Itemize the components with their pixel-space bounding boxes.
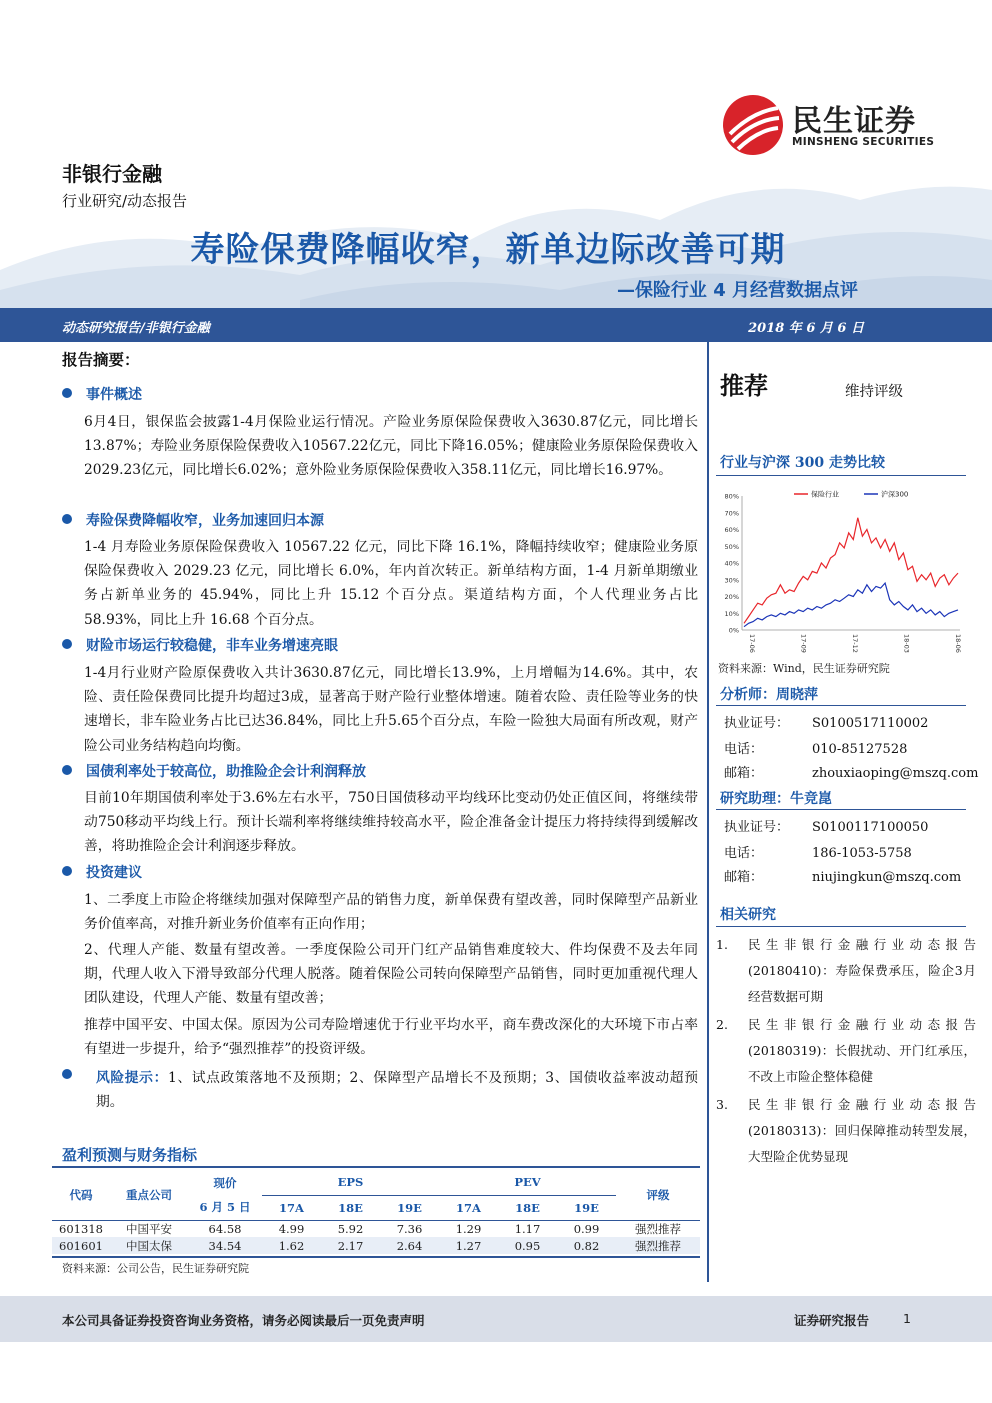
analyst-license: 执业证号： S0100517110002: [724, 716, 929, 731]
trend-chart: [716, 484, 966, 656]
column-divider: [707, 342, 709, 1282]
logo-text-cn: 民生证券: [792, 104, 916, 139]
th-year: 17A: [262, 1195, 321, 1220]
table-row: [52, 1237, 700, 1254]
assistant-rule: [716, 809, 966, 810]
cell-value: 0.95: [498, 1237, 557, 1254]
legend-label: 沪深300: [881, 490, 909, 499]
th-pev: PEV: [439, 1170, 616, 1195]
band-category: 动态研究报告/非银行金融: [62, 321, 210, 336]
related-heading: 相关研究: [720, 907, 776, 923]
cell-value: 1.29: [455, 1221, 482, 1236]
cell-value: 0.82: [557, 1237, 616, 1254]
cell-price: 34.54: [188, 1237, 262, 1254]
cell-rating: 强烈推荐: [616, 1237, 700, 1254]
related-item: 3. 民生非银行金融行业动态报告(20180313)：回归保障推动转型发展，大型险企优势显现: [716, 1097, 976, 1164]
related-item: 2. 民生非银行金融行业动态报告(20180319)：长假扰动、开门红承压，不改上市险企整体稳健: [716, 1017, 976, 1084]
fin-table-title: 盈利预测与财务指标: [62, 1146, 198, 1164]
bullet-icon: [62, 514, 72, 524]
section-heading: 国债利率处于较高位，助推险企会计利润释放: [62, 761, 366, 781]
cell-value: 1.17: [514, 1221, 541, 1236]
header-band: [0, 308, 992, 342]
related-item: 1. 民生非银行金融行业动态报告(20180410)：寿险保费承压，险企3月经营数据可期: [716, 937, 976, 1004]
rating-recommend: 推荐: [720, 372, 768, 400]
th-price-date: 6 月 5 日: [188, 1195, 262, 1220]
summary-heading: 报告摘要：: [62, 350, 140, 369]
page-footer: [0, 1296, 992, 1342]
section-paragraph: 6月4日，银保监会披露1-4月保险业运行情况。产险业务原保险保费收入3630.87亿元，同比增长13.87%；寿险业务原保险保费收入10567.22亿元，同比下降16.05%；健康险业务原保险保费收入2029.23亿元，同比增长6.02%；意外险业务原保险保费收入358.11亿元，同比增长16.97%。: [84, 414, 698, 479]
assistant-heading: 研究助理：牛竞崑: [720, 791, 832, 807]
x-tick-label: 17-09: [799, 634, 808, 653]
th-company: 重点公司: [110, 1170, 188, 1220]
table-bottom-rule: [52, 1256, 700, 1258]
analyst-rule: [716, 705, 966, 706]
chart-heading-rule: [716, 475, 966, 476]
cell-value: 2.17: [321, 1237, 380, 1254]
section-heading: 寿险保费降幅收窄，业务加速回归本源: [62, 510, 324, 530]
section-heading: 投资建议: [62, 862, 142, 882]
logo-text-en: MINSHENG SECURITIES: [792, 136, 935, 148]
th-year: 17A: [439, 1195, 498, 1220]
th-eps: EPS: [262, 1170, 439, 1195]
cell-rating: 强烈推荐: [635, 1221, 681, 1236]
section-paragraph: 目前10年期国债利率处于3.6%左右水平，750日国债移动平均线环比变动仍处正值区间，将继续带动750移动平均线上行。预计长端利率将继续维持较高水平，险企准备金计提压力将持续得到缓解改善，将助推险企会计利润逐步释放。: [84, 790, 698, 855]
cell-company: 中国太保: [110, 1237, 188, 1254]
th-rating: 评级: [616, 1170, 700, 1220]
y-tick-label: 70%: [724, 509, 739, 518]
series-line: [744, 583, 958, 627]
y-tick-label: 0%: [728, 626, 739, 635]
assistant-license: 执业证号： S0100117100050: [724, 820, 929, 835]
industry-label: 非银行金融: [62, 162, 162, 186]
analyst-heading: 分析师：周晓萍: [720, 687, 818, 703]
cell-value: 4.99: [278, 1221, 305, 1236]
cell-value: 0.99: [573, 1221, 600, 1236]
risk-warning: [62, 1068, 86, 1084]
cell-value: 5.92: [337, 1221, 364, 1236]
cell-value: 1.27: [439, 1237, 498, 1254]
section-heading: 事件概述: [62, 384, 142, 404]
bullet-icon: [62, 639, 72, 649]
bullet-icon: [62, 866, 72, 876]
cell-price: 64.58: [208, 1221, 242, 1236]
x-tick-label: 17-06: [748, 634, 756, 653]
section-paragraph: 1-4月行业财产险原保费收入共计3630.87亿元，同比增长13.9%，上月增幅为14.6%。其中，农险、责任险保费同比提升均超过3成，显著高于财产险行业整体增速。随着农险、责任险等业务的快速增长，非车险业务占比已达36.84%，同比上升5.65个百分点，车险一险独大局面有所改观，财产险公司业务结构趋向均衡。: [84, 665, 698, 754]
logo-mark-icon: [722, 94, 784, 156]
band-date: 2018 年 6 月 6 日: [748, 321, 864, 336]
y-tick-label: 30%: [724, 576, 739, 585]
page-number: 1: [903, 1311, 911, 1326]
y-tick-label: 50%: [724, 542, 739, 551]
footer-disclaimer: 本公司具备证券投资咨询业务资格，请务必阅读最后一页免责声明: [62, 1313, 425, 1328]
bullet-icon: [62, 388, 72, 398]
th-year: 18E: [498, 1195, 557, 1220]
x-tick-label: 18-06: [954, 634, 962, 653]
rating-maintain: 维持评级: [845, 384, 903, 400]
th-year: 19E: [380, 1195, 439, 1220]
legend-label: 保险行业: [811, 490, 839, 499]
bullet-icon: [62, 765, 72, 775]
section-paragraph: 2、代理人产能、数量有望改善。一季度保险公司开门红产品销售难度较大、件均保费不及去年同期，代理人收入下滑导致部分代理人脱落。随着保险公司转向保障型产品销售，同时更加重视代理人团队建设，代理人产能、数量有望改善；: [84, 942, 698, 1007]
report-title: 寿险保费降幅收窄，新单边际改善可期: [190, 230, 786, 270]
assistant-phone: 电话： 186-1053-5758: [724, 846, 912, 861]
th-year: 18E: [321, 1195, 380, 1220]
series-line: [744, 518, 958, 624]
cell-code: 601318: [59, 1221, 103, 1236]
assistant-email: 邮箱： niujingkun@mszq.com: [724, 870, 962, 885]
cell-value: 1.62: [262, 1237, 321, 1254]
y-tick-label: 40%: [724, 559, 739, 568]
x-tick-label: 17-12: [851, 634, 859, 653]
cell-code: 601601: [52, 1237, 110, 1254]
chart-source: 资料来源：Wind，民生证券研究院: [718, 662, 890, 675]
analyst-email: 邮箱： zhouxiaoping@mszq.com: [724, 766, 979, 781]
chart-axes: [725, 493, 962, 653]
fin-table: [52, 1170, 700, 1254]
table-source: 资料来源：公司公告，民生证券研究院: [62, 1262, 249, 1275]
analyst-phone: 电话： 010-85127528: [724, 742, 908, 757]
related-rule: [716, 926, 966, 927]
section-heading: 财险市场运行较稳健，非车业务增速亮眼: [62, 635, 338, 655]
y-tick-label: 60%: [724, 526, 739, 534]
y-tick-label: 20%: [724, 593, 739, 601]
th-code: 代码: [52, 1170, 110, 1220]
footer-label: 证券研究报告: [794, 1313, 870, 1328]
x-tick-label: 18-03: [902, 634, 911, 653]
table-row: [52, 1220, 700, 1237]
cell-company: 中国平安: [126, 1221, 172, 1236]
th-year: 19E: [557, 1195, 616, 1220]
table-top-rule: [52, 1166, 700, 1168]
section-paragraph: 推荐中国平安、中国太保。原因为公司寿险增速优于行业平均水平，商车费改深化的大环境下市占率有望进一步提升，给予“强烈推荐”的投资评级。: [84, 1017, 698, 1058]
minsheng-logo: [722, 94, 952, 158]
chart-series: [744, 518, 958, 627]
section-paragraph: 1-4 月寿险业务原保险保费收入 10567.22 亿元，同比下降 16.1%，降幅持续收窄；健康险业务原保险保费收入 2029.23 亿元，同比增长 6.0%，年内首次转正。新单结构方面，1-4 月新单期缴业务占新单业务的 45.94%，同比上升 15.12 个百分点。渠道结构方面，个人代理业务占比 58.93%，同比上升 16.68 个百分点。: [84, 539, 698, 628]
y-tick-label: 80%: [724, 492, 739, 501]
report-subtitle: —保险行业 4 月经营数据点评: [616, 280, 858, 301]
risk-paragraph: 风险提示：1、试点政策落地不及预期；2、保障型产品增长不及预期；3、国债收益率波动超预期。: [96, 1070, 698, 1111]
bullet-icon: [62, 1069, 72, 1079]
cell-value: 7.36: [396, 1221, 423, 1236]
chart-legend: [794, 490, 908, 499]
chart-heading: 行业与沪深 300 走势比较: [720, 455, 885, 471]
report-type-label: 行业研究/动态报告: [62, 192, 188, 210]
y-tick-label: 10%: [724, 609, 739, 618]
section-paragraph: 1、二季度上市险企将继续加强对保障型产品的销售力度，新单保费有望改善，同时保障型产品新业务价值率高，对推升新业务价值率有正向作用；: [84, 892, 698, 933]
cell-value: 2.64: [380, 1237, 439, 1254]
th-price: 现价: [213, 1175, 237, 1190]
